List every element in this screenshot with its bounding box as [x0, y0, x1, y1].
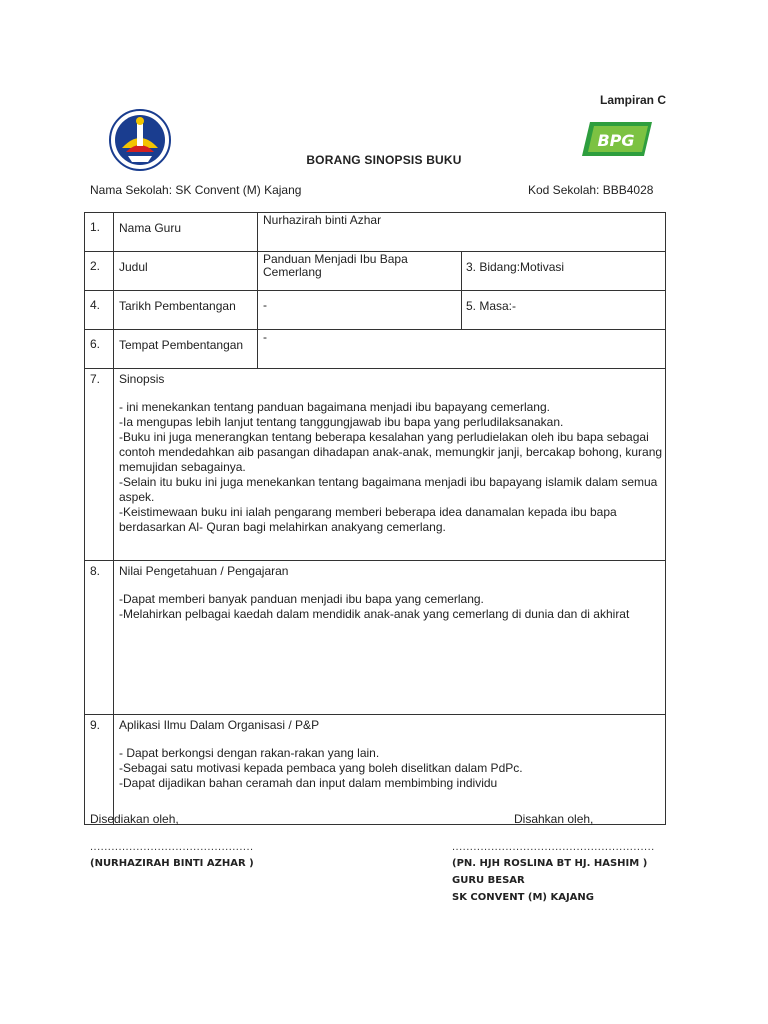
- row-date: [85, 291, 666, 330]
- sinopsis-line: -Ia mengupas lebih lanjut tentang tanggungjawab ibu bapa yang perludilaksanakan.: [119, 415, 564, 429]
- sinopsis-heading: Sinopsis: [119, 372, 165, 386]
- row-number: 6.: [85, 330, 114, 369]
- synopsis-form-table: [84, 212, 666, 825]
- school-code: Kod Sekolah: BBB4028: [528, 183, 654, 197]
- row-aplikasi: [85, 715, 666, 825]
- aplikasi-heading: Aplikasi Ilmu Dalam Organisasi / P&P: [119, 718, 320, 732]
- row-venue: [85, 330, 666, 369]
- teacher-name-value: Nurhazirah binti Azhar: [258, 213, 666, 252]
- row-teacher-name: [85, 213, 666, 252]
- sinopsis-line: -Keistimewaan buku ini ialah pengarang memberi beberapa idea danamalan kepada ibu bapa berdasarkan Al- Quran bagi melahirkan anakyang cemerlang.: [119, 505, 617, 534]
- aplikasi-line: - Dapat berkongsi dengan rakan-rakan yang lain.: [119, 746, 380, 760]
- sinopsis-line: -Selain itu buku ini juga menekankan tentang bagaimana menjadi ibu bapayang islamik dalam semua aspek.: [119, 475, 658, 504]
- row-number: 9.: [85, 715, 114, 825]
- time-value: 5. Masa:-: [462, 291, 666, 330]
- lampiran-label: Lampiran C: [600, 93, 667, 107]
- approver-name: (PN. HJH ROSLINA BT HJ. HASHIM ): [452, 858, 648, 869]
- nilai-line: -Melahirkan pelbagai kaedah dalam mendidik anak-anak yang cemerlang di dunia dan di akhirat: [119, 607, 630, 621]
- nilai-heading: Nilai Pengetahuan / Pengajaran: [119, 564, 289, 578]
- nilai-cell: [114, 561, 666, 715]
- sinopsis-line: -Buku ini juga menerangkan tentang beberapa kesalahan yang perludielakan oleh ibu bapa sebagai contoh mendedahkan aib pasangan dihadapan anak-anak, memungkir janji, bercakap bohong, kurang memujidan sebagainya.: [119, 430, 663, 474]
- aplikasi-line: -Sebagai satu motivasi kepada pembaca yang boleh diselitkan dalam PdPc.: [119, 761, 523, 775]
- row-number: 4.: [85, 291, 114, 330]
- title-label: Judul: [114, 252, 258, 291]
- preparer-name: (NURHAZIRAH BINTI AZHAR ): [90, 858, 254, 869]
- approver-school: SK CONVENT (M) KAJANG: [452, 892, 594, 903]
- approved-by-label: Disahkan oleh,: [514, 812, 594, 826]
- venue-value: -: [258, 330, 666, 369]
- sinopsis-cell: [114, 369, 666, 561]
- venue-label: Tempat Pembentangan: [114, 330, 258, 369]
- nilai-line: -Dapat memberi banyak panduan menjadi ibu bapa yang cemerlang.: [119, 592, 484, 606]
- aplikasi-cell: [114, 715, 666, 825]
- approver-title: GURU BESAR: [452, 875, 525, 886]
- school-name: Nama Sekolah: SK Convent (M) Kajang: [90, 183, 302, 197]
- form-title: BORANG SINOPSIS BUKU: [306, 153, 462, 167]
- signature-line-right: .........................................................: [452, 841, 655, 853]
- row-number: 7.: [85, 369, 114, 561]
- title-value: Panduan Menjadi Ibu Bapa Cemerlang: [258, 252, 462, 291]
- row-title: [85, 252, 666, 291]
- sinopsis-line: - ini menekankan tentang panduan bagaimana menjadi ibu bapayang cemerlang.: [119, 400, 550, 414]
- aplikasi-line: -Dapat dijadikan bahan ceramah dan input dalam membimbing individu: [119, 776, 498, 790]
- teacher-name-label: Nama Guru: [114, 213, 258, 252]
- date-value: -: [258, 291, 462, 330]
- row-sinopsis: [85, 369, 666, 561]
- signature-line-left: ..............................................: [90, 841, 254, 853]
- prepared-by-label: Disediakan oleh,: [90, 812, 179, 826]
- row-number: 2.: [85, 252, 114, 291]
- date-label: Tarikh Pembentangan: [114, 291, 258, 330]
- svg-text:BPG: BPG: [597, 131, 635, 150]
- row-nilai: [85, 561, 666, 715]
- approver-block: [452, 855, 647, 906]
- row-number: 8.: [85, 561, 114, 715]
- field-value: 3. Bidang:Motivasi: [462, 252, 666, 291]
- row-number: 1.: [85, 213, 114, 252]
